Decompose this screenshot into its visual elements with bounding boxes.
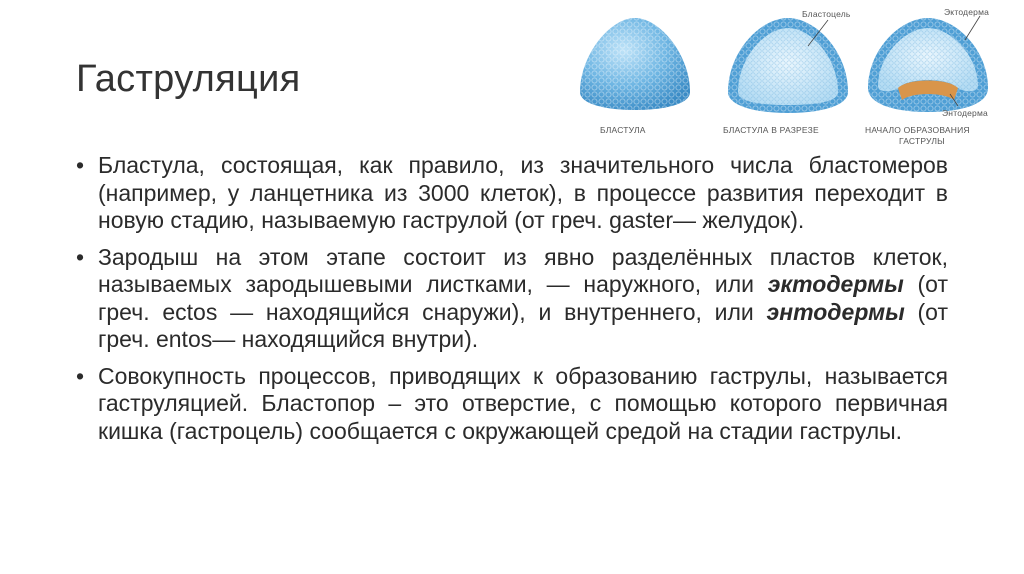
gastrula-start-image [868,16,988,112]
bullet-marker: • [76,362,85,389]
bullet-list [76,152,948,454]
caption-blastula-section: БЛАСТУЛА В РАЗРЕЗЕ [723,125,819,135]
label-blastocoel: Бластоцель [802,9,851,19]
label-endoderm: Энтодерма [942,108,988,118]
blastula-section-image [728,18,848,113]
slide-title: Гаструляция [76,58,301,100]
bullet-text: Бластула, состоящая, как правило, из значительного числа бластомеров (например, у ланцетника из 3000 клеток), в процессе развития переходит в новую стадию, называемую гаструлой (от греч. gaster— желудок). [98,152,948,233]
embryo-development-figure [570,0,1000,150]
term-ectoderm: эктодермы [767,271,904,297]
caption-blastula: БЛАСТУЛА [600,125,646,135]
caption-gastrula-start-line2: ГАСТРУЛЫ [899,136,945,146]
bullet-text-part: (от греч. entos— находящийся внутри). [98,298,948,352]
bullet-text-part: Зародыш на этом этапе состоит из явно разделённых пластов клеток, называемых зародышевыми листками, — наружного, или [98,243,948,297]
bullet-marker: • [76,152,85,178]
bullet-text: Совокупность процессов, приводящих к образованию гаструлы, называется гаструляцией. Бластопор – это отверстие, с помощью которого первичная кишка (гастроцель) сообщается с окружающей средой на стадии гаструлы. [98,362,948,444]
bullet-item [76,152,948,235]
term-endoderm: энтодермы [766,298,905,325]
bullet-item [76,244,948,354]
bullet-item [76,363,948,446]
blastula-image [580,18,690,110]
label-ectoderm: Эктодерма [944,7,990,17]
caption-gastrula-start-line1: НАЧАЛО ОБРАЗОВАНИЯ [865,125,970,135]
bullet-text-part: (от греч. ectos — находящийся снаружи), и внутреннего, или [98,271,948,325]
bullet-marker: • [76,243,85,270]
